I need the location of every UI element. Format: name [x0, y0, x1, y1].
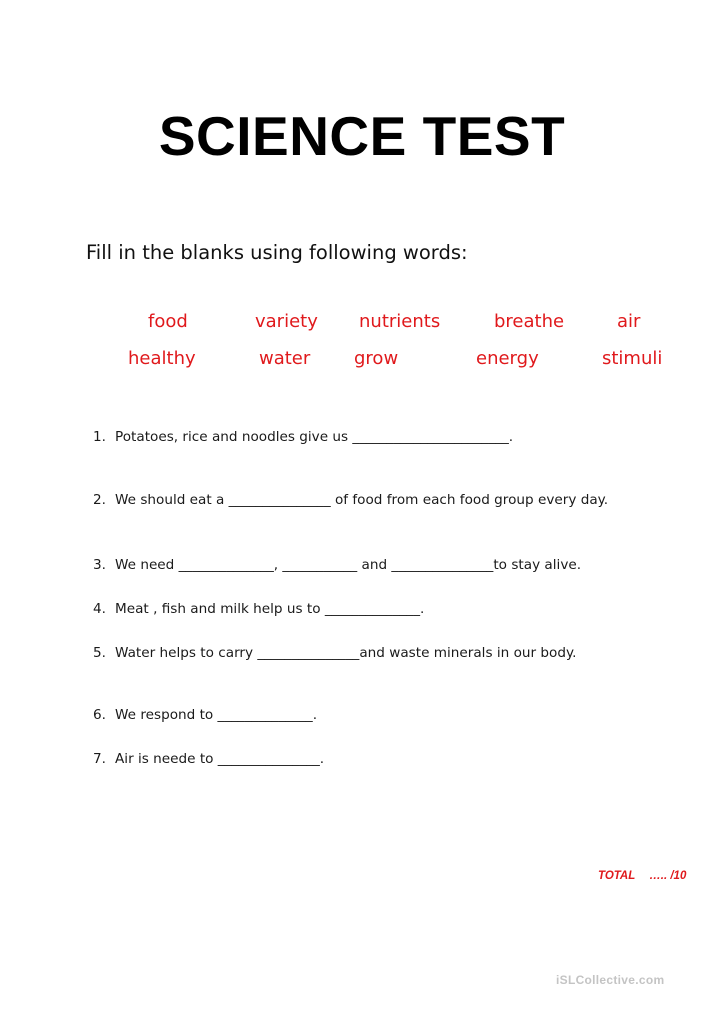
question-text: Potatoes, rice and noodles give us _______________________. [115, 429, 514, 445]
word-bank-item: air [617, 311, 641, 332]
total-label: TOTAL [598, 870, 636, 882]
watermark: iSLCollective.com [556, 973, 665, 987]
question-text: Meat , fish and milk help us to ______________. [115, 601, 425, 617]
question-number: 3. [93, 557, 106, 573]
word-bank-item: nutrients [359, 311, 441, 332]
word-bank-item: food [148, 311, 188, 332]
word-bank-item: stimuli [602, 348, 663, 369]
total-score-value: ….. /10 [649, 870, 687, 882]
question-item [93, 707, 317, 723]
page-title: SCIENCE TEST [158, 105, 566, 167]
question-item [93, 429, 513, 445]
question-text: Water helps to carry _______________and waste minerals in our body. [115, 645, 577, 661]
question-number: 7. [93, 751, 106, 767]
instruction-text: Fill in the blanks using following words: [86, 241, 468, 264]
question-number: 1. [93, 429, 106, 445]
total-score [598, 870, 686, 882]
question-item [93, 557, 581, 573]
word-bank-item: healthy [128, 348, 196, 369]
question-number: 6. [93, 707, 106, 723]
word-bank-item: grow [354, 348, 399, 369]
word-bank-item: water [259, 348, 311, 369]
question-text: We respond to ______________. [115, 707, 318, 723]
word-bank-item: energy [476, 348, 539, 369]
question-number: 5. [93, 645, 106, 661]
question-number: 4. [93, 601, 106, 617]
word-bank-item: variety [255, 311, 318, 332]
question-item [93, 751, 324, 767]
question-item [93, 601, 424, 617]
question-text: We need ______________, ___________ and _______________to stay alive. [115, 557, 582, 573]
question-text: Air is neede to _______________. [115, 751, 325, 767]
word-bank-item: breathe [494, 311, 565, 332]
question-number: 2. [93, 492, 106, 508]
question-item [93, 645, 576, 661]
question-text: We should eat a _______________ of food from each food group every day. [115, 492, 609, 508]
question-item [93, 492, 608, 508]
